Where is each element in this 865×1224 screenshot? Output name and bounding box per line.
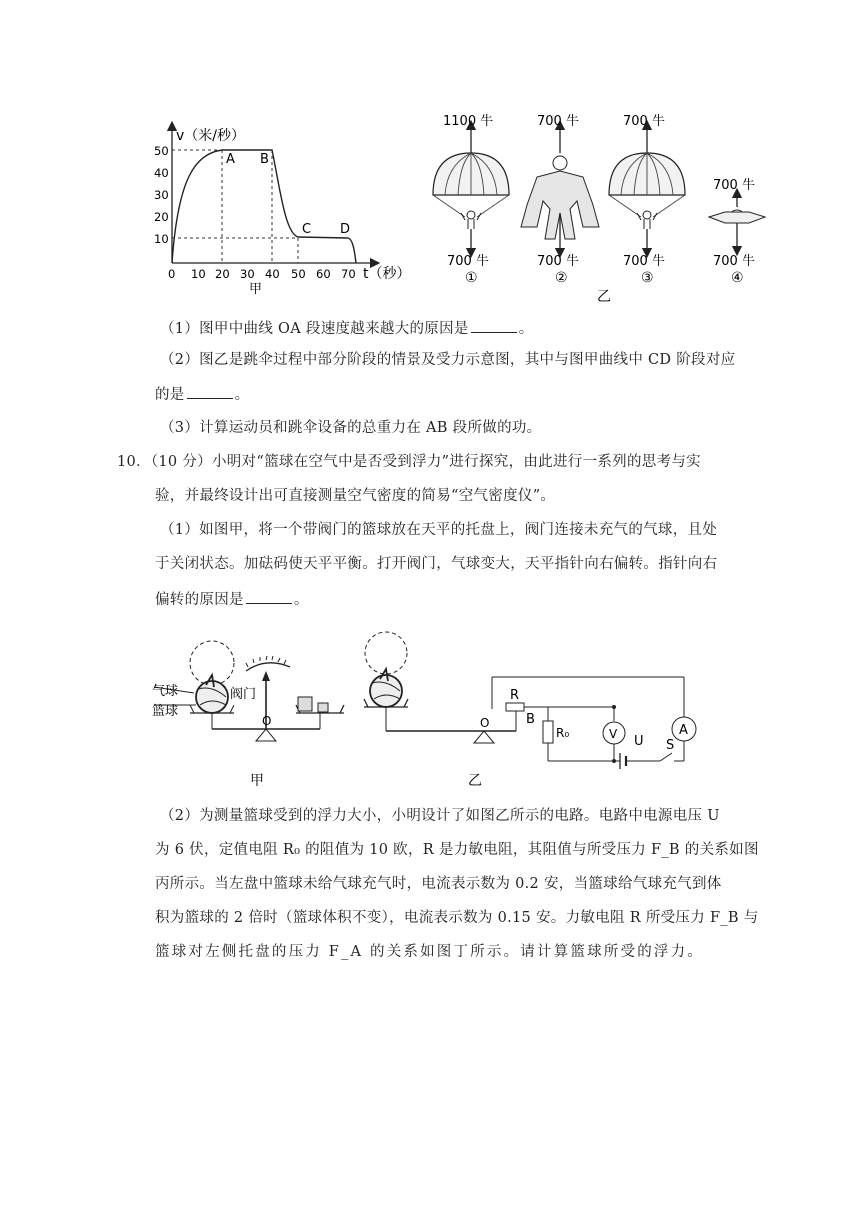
label-resistor-R: R	[510, 688, 520, 703]
number-3: ③	[641, 270, 654, 286]
number-4: ④	[731, 270, 744, 286]
figure-caption-jia: 甲	[249, 282, 263, 297]
number-1: ①	[465, 270, 478, 286]
point-A-label: A	[226, 152, 235, 167]
y-tick: 20	[154, 210, 169, 224]
label-valve: 阀门	[230, 687, 257, 702]
x-tick: 60	[316, 267, 331, 281]
x-tick: 70	[341, 267, 356, 281]
q10-p2-2: 为 6 伏，定值电阻 R₀ 的阻值为 10 欧，R 是力敏电阻，其阻值与所受压力 F_B 的关系如图	[155, 842, 759, 858]
label-switch-S: S	[666, 738, 675, 753]
x-tick: 40	[265, 267, 280, 281]
parachutist-2	[521, 125, 599, 253]
q9-part3: （3）计算运动员和跳伞设备的总重力在 AB 段所做的功。	[160, 420, 542, 436]
y-tick: 40	[154, 166, 169, 180]
x-tick: 30	[240, 267, 255, 281]
q10-intro-2: 验，并最终设计出可直接测量空气密度的简易“空气密度仪”。	[155, 488, 556, 504]
force-top-1: 1100 牛	[443, 114, 494, 129]
number-2: ②	[555, 270, 568, 286]
force-top-2: 700 牛	[537, 114, 579, 129]
force-bottom-3: 700 牛	[623, 254, 665, 269]
q9-part2-line2: 的是 。	[155, 384, 249, 405]
label-point-B: B	[526, 712, 535, 727]
circuit-figure	[364, 632, 696, 769]
answer-blank[interactable]	[246, 589, 292, 604]
figure-caption-yi-2: 乙	[468, 773, 482, 789]
y-axis-label: v（米/秒）	[176, 128, 246, 144]
label-pivot-O-yi: O	[480, 716, 490, 730]
label-balloon: 气球	[152, 684, 179, 699]
point-C-label: C	[302, 222, 312, 237]
force-bottom-2: 700 牛	[537, 254, 579, 269]
q10-intro-1: 10．（10 分）小明对“篮球在空气中是否受到浮力”进行探究，由此进行一系列的思考与实	[117, 454, 701, 470]
figure-caption-yi: 乙	[597, 289, 611, 305]
q10-p1-3: 偏转的原因是 。	[155, 589, 309, 610]
voltmeter-V: V	[609, 727, 618, 741]
q10-p2-1: （2）为测量篮球受到的浮力大小，小明设计了如图乙所示的电路。电路中电源电压 U	[160, 808, 720, 824]
q10-p1-1: （1）如图甲，将一个带阀门的篮球放在天平的托盘上，阀门连接未充气的气球，且处	[160, 522, 718, 538]
q9-part2-line1: （2）图乙是跳伞过程中部分阶段的情景及受力示意图，其中与图甲曲线中 CD 阶段对应	[160, 352, 736, 368]
label-basketball: 篮球	[152, 704, 179, 719]
balance-and-circuit-figure	[150, 625, 710, 793]
answer-blank[interactable]	[471, 318, 517, 333]
point-B-label: B	[260, 152, 269, 167]
figure-caption-jia-2: 甲	[250, 773, 264, 789]
x-tick: 0	[168, 267, 176, 281]
answer-blank[interactable]	[187, 384, 233, 399]
parachutist-4	[709, 193, 765, 251]
parachutist-3	[609, 125, 685, 253]
label-R0: R₀	[556, 726, 570, 740]
ammeter-A: A	[679, 723, 688, 738]
y-tick: 10	[154, 232, 169, 246]
point-D-label: D	[340, 222, 351, 237]
q9-part1: （1）图甲中曲线 OA 段速度越来越大的原因是 。	[160, 318, 534, 339]
q10-p2-4: 积为篮球的 2 倍时（篮球体积不变），电流表示数为 0.15 安。力敏电阻 R 所受压力 F_B 与	[155, 910, 759, 926]
force-bottom-1: 700 牛	[447, 254, 489, 269]
force-bottom-4: 700 牛	[713, 254, 755, 269]
force-top-3: 700 牛	[623, 114, 665, 129]
q10-p2-5: 篮球对左侧托盘的压力 F_A 的关系如图丁所示。请计算篮球所受的浮力。	[155, 944, 704, 960]
q10-p2-3: 丙所示。当左盘中篮球未给气球充气时，电流表示数为 0.2 安，当篮球给气球充气到体	[155, 876, 722, 892]
label-U: U	[634, 734, 644, 749]
x-axis-label: t（秒）	[363, 266, 411, 282]
x-tick: 10	[191, 267, 206, 281]
y-tick: 30	[154, 188, 169, 202]
x-tick: 50	[291, 267, 306, 281]
parachutist-1	[433, 125, 509, 253]
label-pivot-O-jia: O	[262, 714, 272, 728]
x-tick: 20	[215, 267, 230, 281]
q10-p1-2: 于关闭状态。加砝码使天平平衡。打开阀门，气球变大，天平指针向右偏转。指针向右	[155, 556, 718, 572]
y-tick: 50	[154, 144, 169, 158]
parachute-force-figure	[425, 105, 795, 310]
force-top-4: 700 牛	[713, 178, 755, 193]
velocity-time-graph	[150, 118, 411, 300]
